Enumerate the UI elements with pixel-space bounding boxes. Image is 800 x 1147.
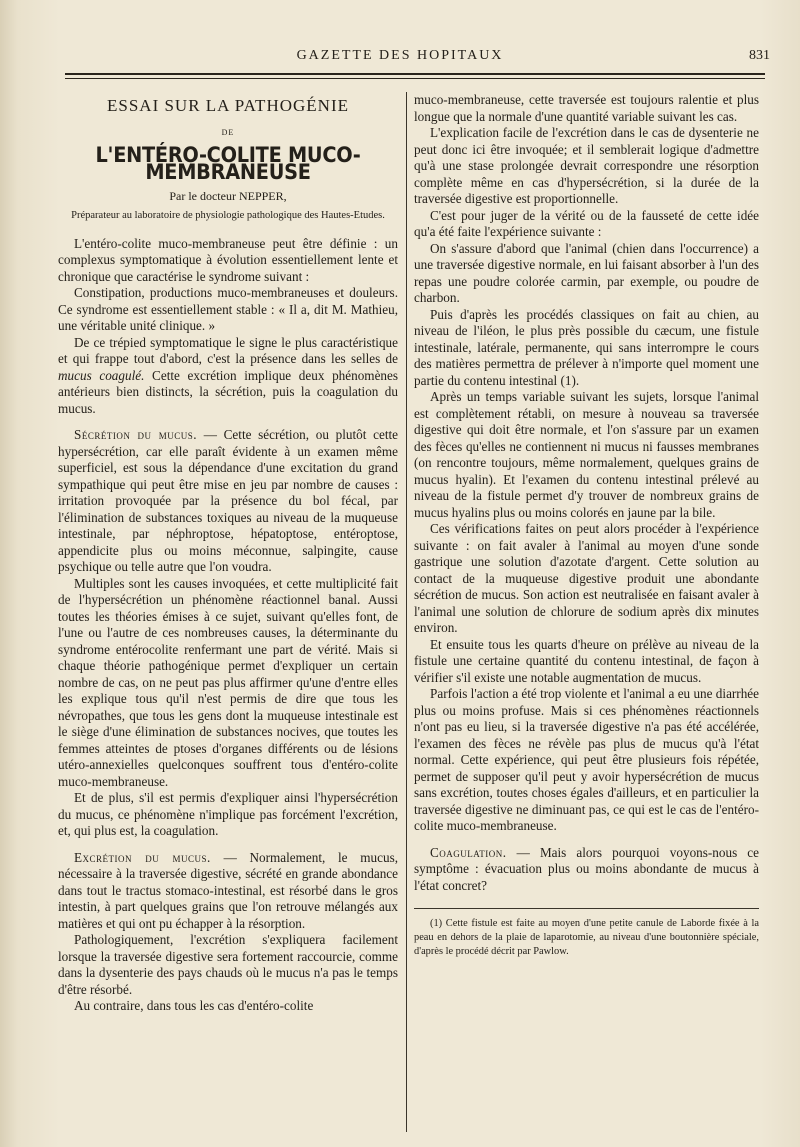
paragraph: C'est pour juger de la vérité ou de la fausseté de cette idée qu'a été faite l'expérience suivante : [414,207,759,239]
text-run: De ce trépied symptomatique le signe le plus caractéristique et qui frappe tout d'abord, c'est la présence dans les selles de [58,334,398,366]
column-divider [406,92,407,1132]
paragraph: Constipation, productions muco-membraneuses et douleurs. Ce syndrome est essentiellement stable : « Il a, dit M. Mathieu, une véritable unité clinique. » [58,285,398,333]
text-run: Cette excrétion implique deux phénomènes antérieurs bien distincts, la sécrétion, puis la coagulation du mucus. [58,367,399,416]
footnote-rule [414,908,759,909]
section-coagulation [414,845,759,895]
journal-title: GAZETTE DES HOPITAUX [296,48,504,63]
author-byline: Par le docteur NEPPER, [169,189,287,203]
paragraph: Au contraire, dans tous les cas d'entéro-colite [74,998,314,1013]
running-header [60,48,780,70]
article-title: ESSAI SUR LA PATHOGÉNIE [107,96,349,115]
emphasis: mucus coagulé. [58,367,145,383]
paragraph [58,335,398,418]
paragraph: On s'assure d'abord que l'animal (chien dans l'occurrence) a une traversée digestive normale, en lui faisant absorber à l'un des repas une poudre colorée carmin, par exemple, ou poudre de charbon. [414,240,759,305]
paragraph: Après un temps variable suivant les sujets, lorsque l'animal est complètement rétabli, on mesure à nouveau sa traversée digestive qui doit être normale, et l'on s'assure par un examen des fèces qu'elles ne contiennent ni mucus ni fausses membranes (on rencontre toujours, même normalement, quelques grains de mucus hyalin). Et l'examen du contenu intestinal prélevé au niveau de la fistule permet d'y trouver de nombreux grains de mucus hyalins plus ou moins colorés en jaune par la bile. [414,389,759,520]
paragraph: Pathologiquement, l'excrétion s'expliquera facilement lorsque la traversée digestive sera fortement raccourcie, comme dans la dysenterie des pays chauds où le mucus n'a pas le temps d'être résorbé. [58,932,398,997]
text-run: — Mais alors pourquoi voyons-nous ce symptôme : évacuation plus ou moins abondante de mucus à l'état concret? [414,844,759,893]
right-column [414,92,759,959]
page-number: 831 [749,48,770,63]
paragraph: L'explication facile de l'excrétion dans le cas de dysenterie ne peut donc ici être invoquée; et il semblerait logique d'admettre qu'à une stase prolongée devrait correspondre une résorption complète même en cas d'hypersécrétion, si la durée de la traversée digestive est proportionnelle. [414,125,759,206]
paragraph: muco-membraneuse, cette traversée est toujours ralentie et plus longue que la normale d'une quantité variable suivant les cas. [414,92,759,124]
section-secretion [58,427,398,576]
header-rule-thin [65,78,765,79]
article-title-de: DE [221,127,235,137]
paragraph: Multiples sont les causes invoquées, et cette multiplicité fait de l'hypersécrétion un phénomène réactionnel banal. Aussi toutes les théories émises à ce sujet, suivant qu'elles font, de l'une ou l'autre de ces nombreuses causes, la déterminante du syndrome entérocolite renfermant une part de vérité. Mais si chaque théorie pathogénique permet d'expliquer un certain nombre de cas, on ne peut pas plus affirmer qu'une d'entre elles les explique tous qu'il n'est permis de dire que tous les névropathes, que tous les gens dont la muqueuse intestinale est le siège d'une élimination de substances nocives, que toutes les femmes atteintes de ptoses d'organes différents ou de lésions utéro-annexielles quelconques souffrent tous d'entéro-colite muco-membraneuse. [58,575,398,789]
section-heading: Coagulation. [430,844,507,860]
header-rule-thick [65,73,765,75]
section-excretion [58,850,398,933]
text-run: — Cette sécrétion, ou plutôt cette hypersécrétion, car elle paraît évidente à un examen même superficiel, est sous la dépendance d'une excitation du grand sympathique qui peut être mise en jeu par nombre de causes : irritation provoquée par la présence du bol fécal, par l'élimination de substances toxiques au niveau de la muqueuse intestinale, par néphroptose, hépatoptose, entéroptose, appendicite plus ou moins méconnue, salpingite, cause psychique ou telle autre que l'on voudra. [58,427,399,574]
section-heading: Excrétion du mucus. [74,849,211,865]
paragraph: L'entéro-colite muco-membraneuse peut être définie : un complexus symptomatique à évolution essentiellement lente et chronique que caractérise le syndrome suivant : [58,235,398,284]
text-run: — Normalement, le mucus, nécessaire à la traversée digestive, sécrété en grande abondance dans tout le tractus stomaco-intestinal, est résorbé dans le gros intestin, à part quelques grains que l'on retrouve mélangés aux matières et qui ont pu échapper à la résorption. [58,849,398,931]
paragraph: Et de plus, s'il est permis d'expliquer ainsi l'hypersécrétion du mucus, ce phénomène n'implique pas forcément l'excrétion, et, qui plus est, la coagulation. [58,790,398,838]
article-main-title: L'ENTÉRO-COLITE MUCO-MEMBRANEUSE [95,143,361,184]
left-column [58,92,398,1015]
paragraph: Puis d'après les procédés classiques on fait au chien, au niveau de l'iléon, le plus près possible du cæcum, une fistule intestinale, latérale, permanente, qui sans interrompre le cours des matières permettra de prélever à n'importe quel moment une partie du contenu intestinal (1). [414,306,759,388]
paragraph: Ces vérifications faites on peut alors procéder à l'expérience suivante : on fait avaler à l'animal au moyen d'une sonde gastrique une solution d'azotate d'argent. Cette solution au contact de la muqueuse digestive produit une abondante sécrétion de mucus. Son action est neutralisée en faisant avaler à l'animal une solution de chlorure de sodium après dix minutes environ. [414,521,759,635]
section-heading: Sécrétion du mucus. [74,427,198,442]
paragraph: Parfois l'action a été trop violente et l'animal a eu une diarrhée plus ou moins profuse. Mais si ces phénomènes réactionnels n'ont pas eu lieu, si la traversée digestive n'a pas été accélérée, l'examen des fèces ne révèle pas plus de mucus qu'à l'état normal. Cette expérience, qui peut être plusieurs fois répétée, permet de supposer qu'il peut y avoir hypersécrétion de mucus sans excrétion, toutes choses égales d'ailleurs, et en particulier la traversée digestive ne diminuant pas, ce qui est le cas de l'entéro-colite muco-membraneuse. [414,686,759,833]
paragraph: Et ensuite tous les quarts d'heure on prélève au niveau de la fistule une certaine quantité du contenu intestinal, de façon à vérifier s'il existe une notable augmentation de mucus. [414,636,759,685]
author-affiliation: Préparateur au laboratoire de physiologie pathologique des Hautes-Etudes. [71,209,385,221]
footnote: (1) Cette fistule est faite au moyen d'une petite canule de Laborde fixée à la peau en dehors de la plaie de laparotomie, au niveau d'une boutonnière spéciale, d'après le procédé décrit par Pawlow. [414,918,759,957]
